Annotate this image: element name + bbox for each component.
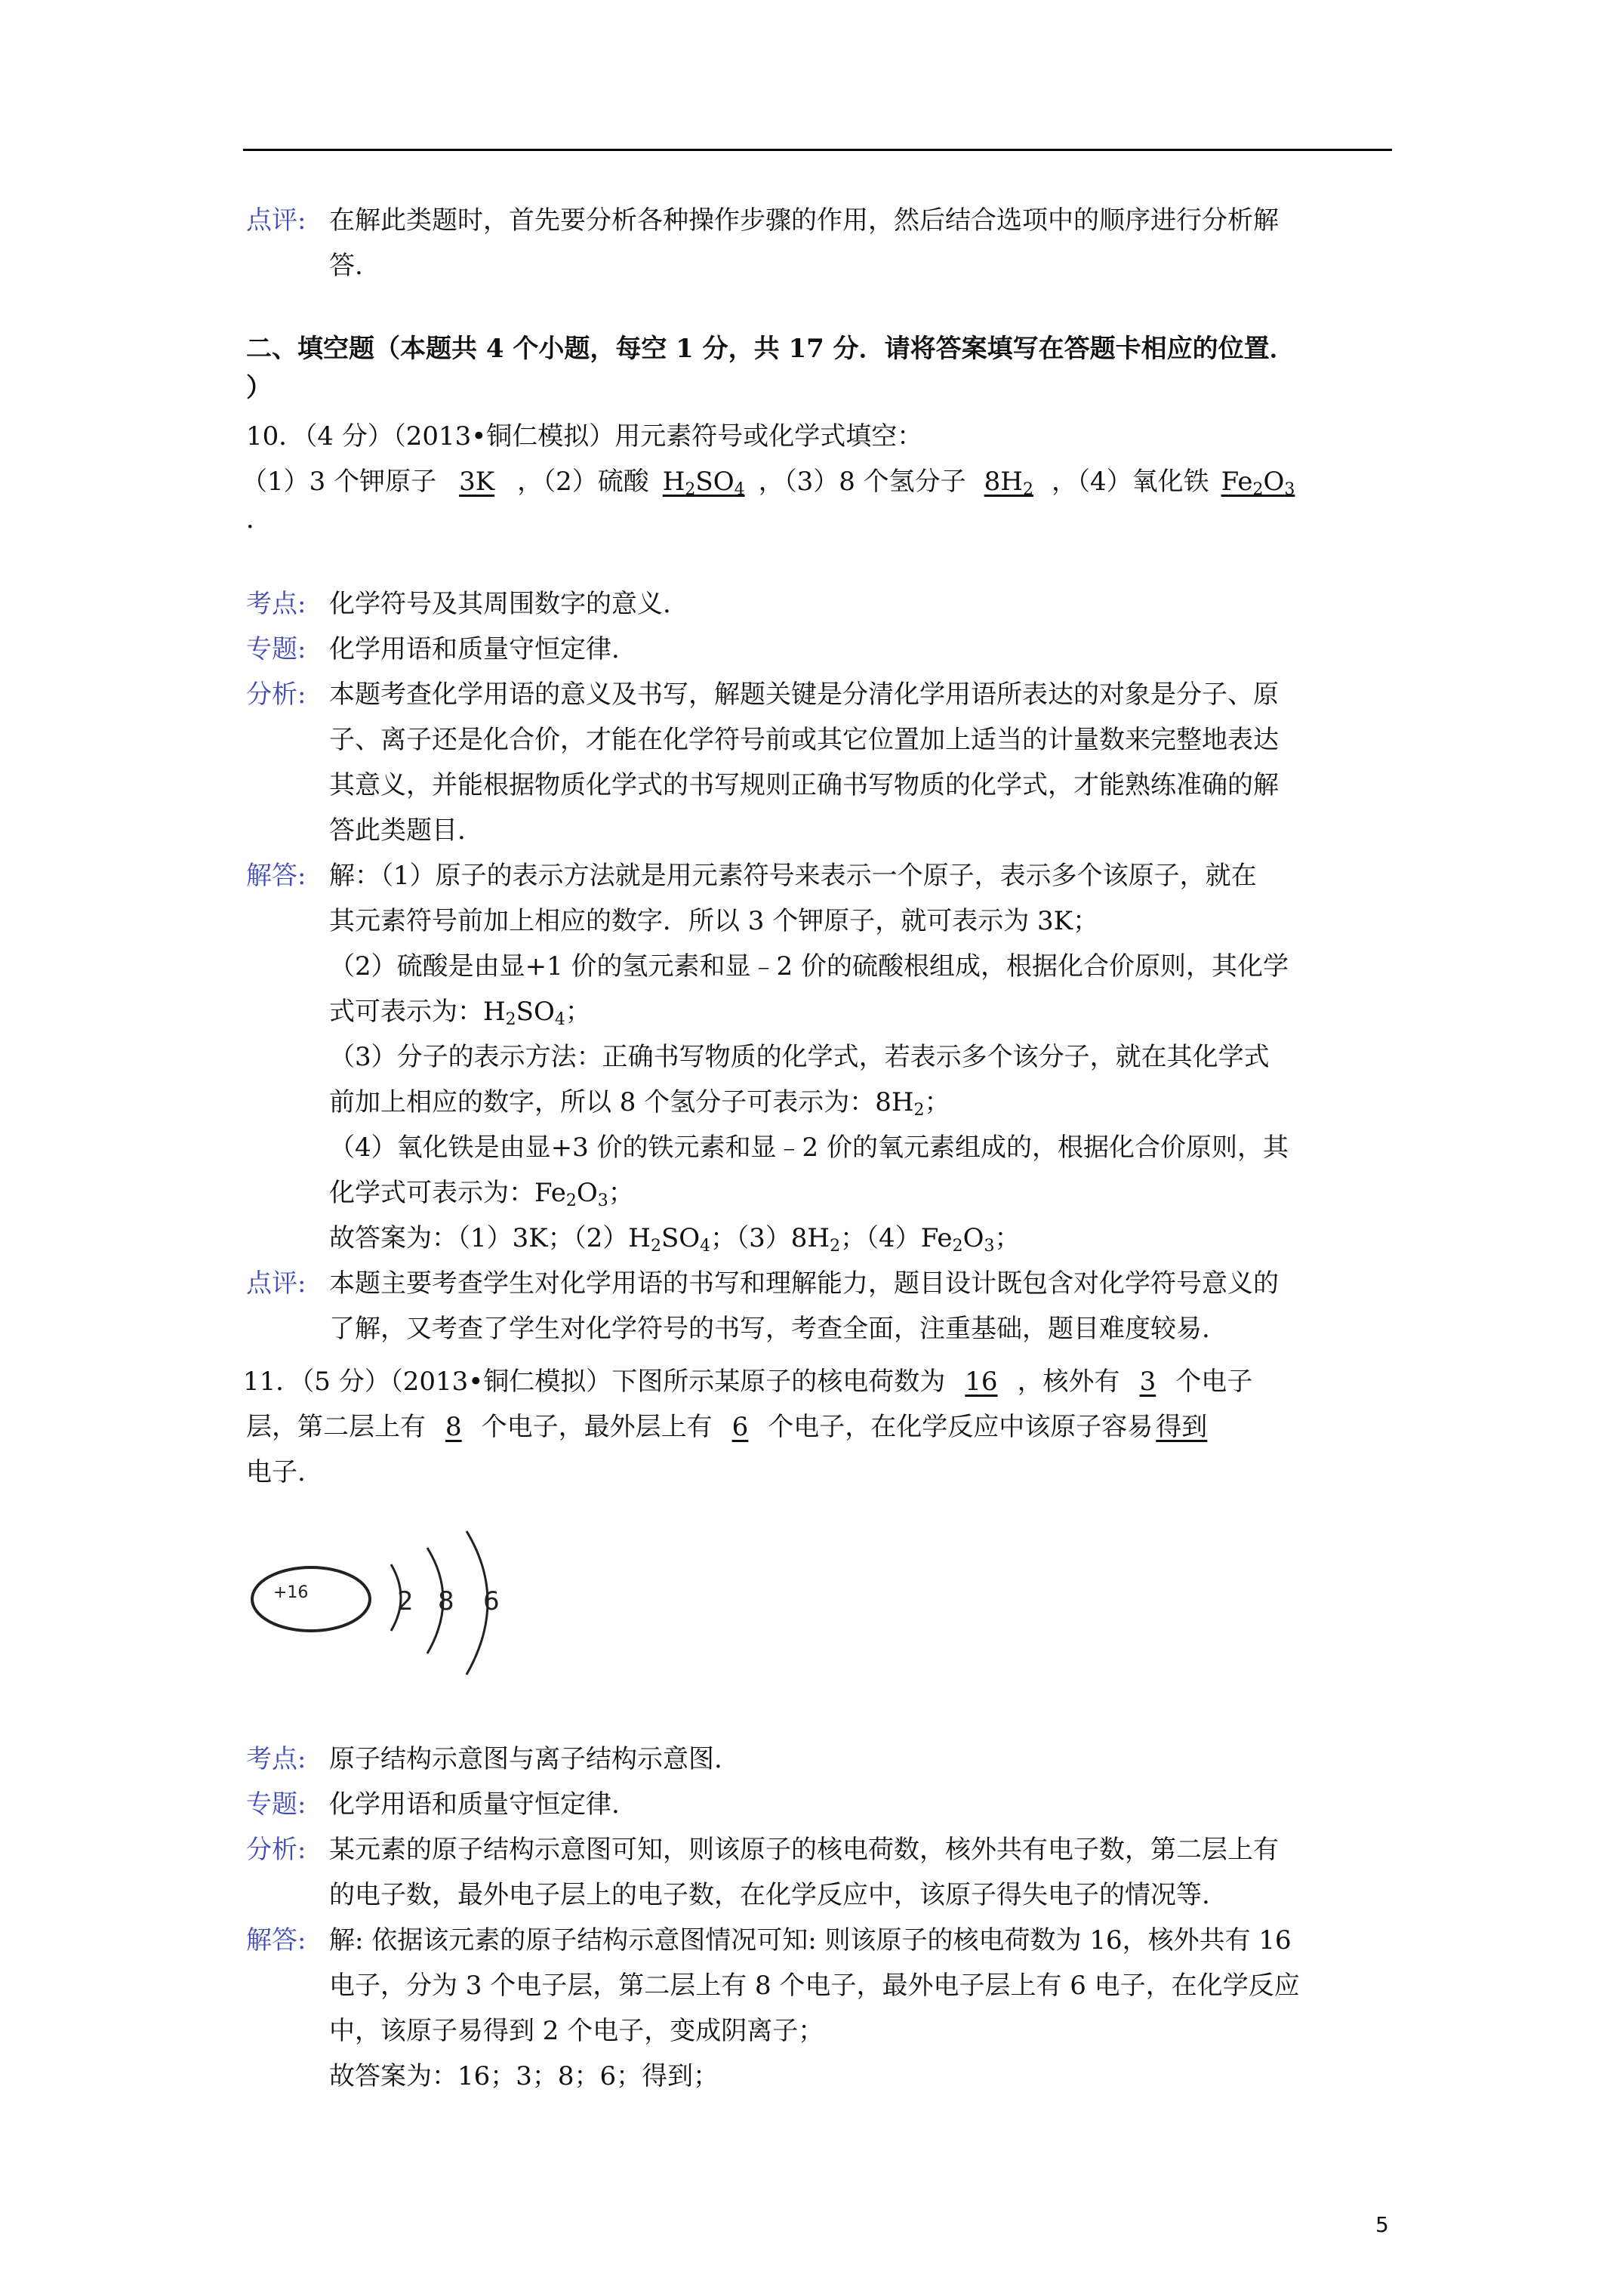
atom-structure-diagram <box>249 1525 536 1691</box>
section-heading-line: ） <box>246 373 272 403</box>
jieda-line: 化学式可表示为：$Fe_2O_3$； <box>329 1178 634 1210</box>
q10-answer-1: 3K <box>459 467 495 497</box>
jieda-line: 式可表示为：$H_2SO_4$； <box>329 997 591 1029</box>
review-line: 在解此类题时，首先要分析各种操作步骤的作用，然后结合选项中的顺序进行分析解 <box>329 205 1279 236</box>
zhuanti-tag: 专题: <box>246 634 306 664</box>
jieda-line: 前加上相应的数字，所以 8 个氢分子可表示为：$8H_2$； <box>329 1087 950 1120</box>
q11-answer-4: 6 <box>731 1412 749 1442</box>
page-number: 5 <box>1375 2212 1389 2237</box>
nucleus-label: +16 <box>273 1583 309 1602</box>
q10-analysis <box>246 581 1394 1351</box>
q10-fill-line <box>242 459 1394 504</box>
q11-analysis <box>246 1737 1394 2099</box>
section-heading-line: 二、填空题（本题共 4 个小题，每空 1 分，共 17 分．请将答案填写在答题卡相应的位置． <box>246 334 1295 364</box>
jieda-line: （2）硫酸是由显+1 价的氢元素和显﹣2 价的硫酸根组成，根据化合价原则，其化学 <box>329 951 1289 982</box>
q10-answer-3: $8H_2$ <box>984 467 1033 499</box>
fenxi-line: 答此类题目. <box>329 815 466 846</box>
kaodian-tag: 考点: <box>246 589 306 619</box>
kaodian-tag: 考点: <box>246 1744 306 1774</box>
q10-prompt: ，（4）氧化铁 <box>1051 467 1209 497</box>
q10-prompt: ，（3）8 个氢分子 <box>758 467 966 497</box>
jieda-line: 故答案为：16；3；8；6；得到； <box>329 2061 719 2091</box>
dianping-line: 本题主要考查学生对化学用语的书写和理解能力，题目设计既包含对化学符号意义的 <box>329 1268 1279 1299</box>
question-10 <box>242 414 1394 542</box>
q11-line-3: 电子. <box>246 1457 306 1487</box>
q11-answer-1: 16 <box>965 1367 998 1397</box>
jieda-line: 其元素符号前加上相应的数字．所以 3 个钾原子，就可表示为 3K； <box>329 906 1099 936</box>
jieda-answer-line: 故答案为：（1）3K；$(2)H_2SO_4$；$(3)8H_2$；$(4)Fe_2O_3$； <box>329 1223 1021 1256</box>
q10-prompt: （1）3 个钾原子 <box>242 467 437 497</box>
header-rule <box>243 149 1392 151</box>
kaodian-text: 化学符号及其周围数字的意义. <box>329 589 671 619</box>
jieda-line: （3）分子的表示方法：正确书写物质的化学式，若表示多个该分子，就在其化学式 <box>329 1042 1270 1072</box>
q11-answer-5: 得到 <box>1156 1412 1208 1442</box>
q11-answer-3: 8 <box>445 1412 462 1442</box>
review-line: 答. <box>329 251 363 281</box>
nucleus-ellipse <box>252 1567 370 1631</box>
shell-3-count: 6 <box>483 1586 500 1616</box>
zhuanti-text: 化学用语和质量守恒定律. <box>329 1789 620 1820</box>
q10-end: ． <box>246 504 272 535</box>
question-11 <box>243 1359 1394 1495</box>
q11-line-1: 11．（5 分）（2013•铜仁模拟）下图所示某原子的核电荷数为 16 ，核外有 3 个电子 <box>243 1367 1253 1397</box>
fenxi-line: 某元素的原子结构示意图可知，则该原子的核电荷数，核外共有电子数，第二层上有 <box>329 1835 1279 1865</box>
q10-answer-4: $Fe_2O_3$ <box>1221 467 1295 499</box>
jieda-line: 电子，分为 3 个电子层，第二层上有 8 个电子，最外电子层上有 6 电子，在化学反应 <box>329 1971 1300 2001</box>
review-tag: 点评: <box>246 205 306 236</box>
q10-answer-2: $H_2SO_4$ <box>662 467 745 499</box>
jieda-line: 中，该原子易得到 2 个电子，变成阴离子； <box>329 2016 824 2046</box>
q10-stem: 10．（4 分）（2013•铜仁模拟）用元素符号或化学式填空： <box>246 421 923 451</box>
jieda-line: 解：（1）原子的表示方法就是用元素符号来表示一个原子，表示多个该原子，就在 <box>329 861 1257 891</box>
jieda-tag: 解答: <box>246 1925 306 1955</box>
shell-1-count: 2 <box>397 1586 414 1616</box>
q10-prompt: ，（2）硫酸 <box>517 467 649 497</box>
q11-answer-2: 3 <box>1139 1367 1156 1397</box>
jieda-line: （4）氧化铁是由显+3 价的铁元素和显﹣2 价的氧元素组成的，根据化合价原则，其 <box>329 1133 1289 1163</box>
dianping-line: 了解，又考查了学生对化学符号的书写，考查全面，注重基础，题目难度较易. <box>329 1314 1210 1344</box>
fenxi-line: 本题考查化学用语的意义及书写，解题关键是分清化学用语所表达的对象是分子、原 <box>329 680 1279 710</box>
fenxi-tag: 分析: <box>246 680 306 710</box>
fenxi-line: 子、离子还是化合价，才能在化学符号前或其它位置加上适当的计量数来完整地表达 <box>329 725 1279 755</box>
dianping-tag: 点评: <box>246 1268 306 1299</box>
zhuanti-tag: 专题: <box>246 1789 306 1820</box>
section-heading <box>246 326 1394 411</box>
fenxi-line: 其意义，并能根据物质化学式的书写规则正确书写物质的化学式，才能熟练准确的解 <box>329 770 1279 800</box>
jieda-line: 解: 依据该元素的原子结构示意图情况可知: 则该原子的核电荷数为 16，核外共有 16 <box>329 1925 1292 1955</box>
fenxi-tag: 分析: <box>246 1835 306 1865</box>
zhuanti-text: 化学用语和质量守恒定律. <box>329 634 620 664</box>
jieda-tag: 解答: <box>246 861 306 891</box>
top-review <box>246 198 1394 288</box>
fenxi-line: 的电子数，最外电子层上的电子数，在化学反应中，该原子得失电子的情况等. <box>329 1880 1210 1910</box>
q11-line-2: 层，第二层上有 8 个电子，最外层上有 6 个电子，在化学反应中该原子容易 得到 <box>246 1404 1394 1450</box>
kaodian-text: 原子结构示意图与离子结构示意图. <box>329 1744 722 1774</box>
shell-2-count: 8 <box>438 1586 454 1616</box>
